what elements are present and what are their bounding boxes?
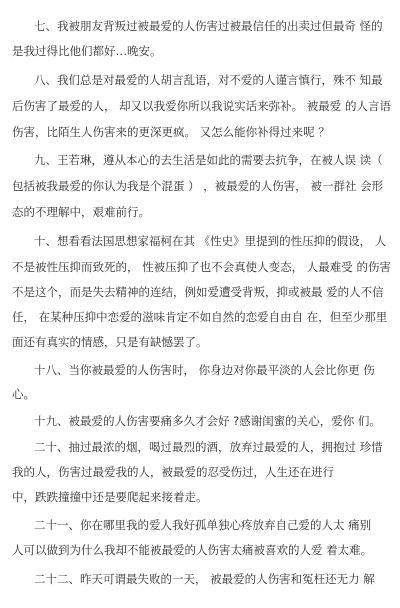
text-line: 二十二、昨天可谓最失败的一天， 被最爱的人伤害和冤枉还无力 解 bbox=[34, 572, 375, 586]
text-line: 不是这个，而是失去精神的连结，例如爱遭受背叛，抑或被最 爱的人不信 bbox=[12, 285, 384, 299]
text-line: 十、想看看法国思想家福柯在其 《性史》里提到的性压抑的假设， 人 bbox=[34, 234, 387, 248]
text-line: 人可以做到为什么我却不能被最爱的人伤害太痛被喜欢的人爱 着太难。 bbox=[12, 543, 373, 557]
text-line: 后伤害了最爱的人， 却又以我爱你所以我说实话来弥补。 被最爱 的人言语 bbox=[12, 99, 391, 113]
text-line: 面还有真实的情感，只是有缺憾罢了。 bbox=[12, 335, 208, 349]
text-line: 八、我们总是对最爱的人胡言乱语，对不爱的人谨言慎行，殊不 知最 bbox=[34, 73, 383, 87]
text-line: 十九、被最爱的人伤害要痛多久才会好 ?感谢闺蜜的关心，爱你 们。 bbox=[34, 414, 381, 428]
text-line: 中，跌跌撞撞中还是要爬起来接着走。 bbox=[12, 490, 208, 504]
text-line: 九、王若琳，遵从本心的去生活是如此的需要去抗争，在被人误 读（ bbox=[34, 153, 383, 167]
text-line: 是我过得比他们都好…晚安。 bbox=[12, 44, 162, 58]
text-line: 二十一、你在哪里我的爱人我好孤单独心疼放弃自己爱的人太 痛别 bbox=[34, 518, 372, 532]
text-line: 态的不理解中，艰难前行。 bbox=[12, 205, 150, 219]
text-line: 二十、抽过最浓的烟，喝过最烈的酒，放弃过最爱的人，拥抱过 珍惜 bbox=[34, 440, 383, 454]
text-line: 七、我被朋友背叛过被最爱的人伤害过被最信任的出卖过但最奇 怪的 bbox=[34, 19, 383, 33]
text-line: 心。 bbox=[12, 387, 35, 401]
text-line: 任， 在某种压抑中恋爱的滋味肯定不如自然的恋爱自由自 在，但至少那里 bbox=[12, 310, 388, 324]
text-line: 我的人，伤害过最爱我的人，被最爱的忍受伤过，人生还在进行 bbox=[12, 465, 334, 479]
text-line: 包括被我最爱的你认为我是个混蛋 ） ，被最爱的人伤害， 被一群社 会形 bbox=[12, 179, 384, 193]
text-line: 不是被性压抑而致死的， 性被压抑了也不会真使人变态， 人最难受 的伤害 bbox=[12, 260, 391, 274]
text-line: 十八、当你被最爱的人伤害时， 你身边对你最平淡的人会比你更 伤 bbox=[34, 363, 375, 377]
text-line: 伤害，比陌生人伤害来的更深更疯。 又怎么能你补得过来呢 ？ bbox=[12, 125, 330, 139]
